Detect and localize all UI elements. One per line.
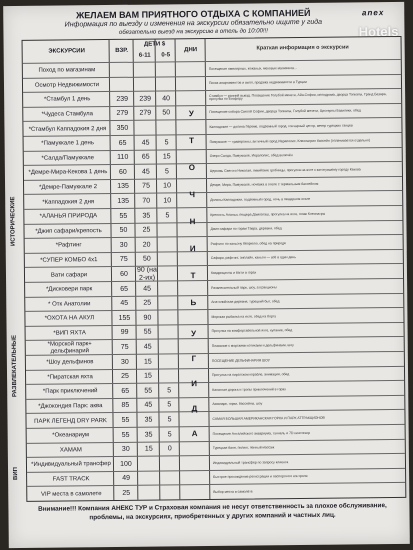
adult-price: 65 bbox=[120, 285, 129, 293]
excursion-name: *Демре-Мира-Кекова 1 день bbox=[28, 169, 108, 177]
vertical-letter: А bbox=[191, 429, 198, 439]
child-6-11-price bbox=[135, 63, 155, 78]
child-6-11-price: 75 bbox=[142, 183, 150, 191]
child-0-5-price bbox=[157, 121, 175, 136]
child-6-11-price: 25 bbox=[143, 299, 152, 307]
child-0-5-price: 5 bbox=[165, 212, 170, 220]
excursion-name: *Салда/Памуккале bbox=[41, 154, 95, 162]
excursion-name: *Индивидуальный трансфер bbox=[31, 461, 111, 469]
excursion-info: Выбор места в самолёте bbox=[213, 489, 253, 494]
anex-logo: anex bbox=[361, 8, 385, 18]
excursion-info: Плавание с морскими котиками и дельфинами, шоу bbox=[211, 342, 294, 348]
child-6-11-price: 279 bbox=[139, 109, 152, 118]
child-0-5-price bbox=[159, 237, 177, 252]
adult-price: 135 bbox=[117, 197, 130, 205]
excursion-info: Посещение Анталийского аквариума, туннель и 7D кинотеатр bbox=[212, 430, 311, 436]
adult-price: 55 bbox=[121, 416, 130, 424]
excursion-info: Стамбул — ранний выезд. Посещение Голубой мечети, Айя-Софии, ипподрома, дворца Топкапы, Гранд Базара, прогулка по Босфору bbox=[209, 92, 387, 102]
adult-price: 85 bbox=[121, 402, 130, 410]
child-6-11-price: 45 bbox=[143, 285, 152, 293]
child-6-11-price: 45 bbox=[141, 168, 150, 176]
child-0-5-price bbox=[160, 354, 178, 369]
excursion-info: Рафтинг по каньону Кёпрюлю, обед на природе bbox=[210, 240, 286, 246]
excursion-info: Развлекательный парк, шоу, аттракционы bbox=[211, 284, 277, 290]
col-header-child: ДЕТИ $ bbox=[143, 41, 166, 48]
excursion-info: Индивидуальный трансфер по запросу клиента bbox=[212, 459, 289, 465]
excursion-info: Аквапарк, горки, бассейны, шоу bbox=[212, 401, 263, 407]
adult-price: 239 bbox=[116, 95, 129, 103]
child-6-11-price: 35 bbox=[142, 212, 151, 220]
vertical-letter: Г bbox=[191, 354, 197, 364]
adult-price: 99 bbox=[120, 329, 129, 337]
child-6-11-price: 50 bbox=[142, 256, 151, 264]
excursion-info: Каппадокия — долина Гёреме, подземный город, гончарный центр, вечер турецких танцев bbox=[209, 123, 353, 129]
adult-price: 55 bbox=[121, 431, 130, 439]
adult-price bbox=[111, 63, 133, 78]
vertical-letter: И bbox=[189, 244, 196, 254]
child-6-11-price: 45 bbox=[143, 343, 152, 351]
child-6-11-price: 20 bbox=[142, 241, 151, 249]
adult-price: 30 bbox=[119, 241, 128, 249]
excursion-info: Церковь Святого Николая, ликийские гробницы, прогулка на яхте к затонувшему городу Кекова bbox=[209, 167, 361, 173]
excursion-name: VIP места в самолете bbox=[40, 490, 102, 498]
excursion-name: Вати сафари bbox=[50, 271, 88, 279]
child-0-5-price: 50 bbox=[162, 109, 171, 117]
excursion-name: FAST TRACK bbox=[52, 476, 90, 483]
excursion-name: *Чудеса Стамбула bbox=[41, 111, 94, 118]
excursion-name: *Памуккале 1 день bbox=[41, 140, 94, 147]
child-6-11-price bbox=[135, 77, 155, 92]
excursion-info: Канатная дорога и тропы приключений в горах bbox=[212, 386, 286, 392]
child-6-11-price: 70 bbox=[142, 197, 151, 205]
child-6-11-price: 90 (на 2-их) bbox=[136, 266, 157, 282]
col-header-excursions: ЭКСКУРСИИ bbox=[48, 48, 85, 55]
child-0-5-price: 5 bbox=[167, 387, 172, 395]
child-0-5-price bbox=[160, 340, 178, 355]
child-0-5-price: 10 bbox=[163, 197, 172, 205]
child-0-5-price bbox=[161, 486, 179, 501]
excursion-info: Памуккале — травертины, античный город Иераполис, Клеопатрин бассейн (оплачивается отдельно) bbox=[209, 137, 371, 144]
child-0-5-price: 5 bbox=[164, 168, 169, 176]
adult-price: 30 bbox=[120, 358, 129, 366]
excursion-name: *Морской парк+ дельфинарий bbox=[47, 341, 92, 355]
excursion-info: Быстрое прохождение регистрации и паспортного контроля bbox=[213, 474, 308, 480]
excursion-info: Квадроциклы и багги в горах bbox=[210, 270, 257, 275]
sheet-title: ЖЕЛАЕМ ВАМ ПРИЯТНОГО ОТДЫХА С КОМПАНИЕЙ bbox=[76, 7, 311, 21]
excursion-name: Осмотр Недвижимости bbox=[34, 81, 100, 89]
child-0-5-price bbox=[160, 325, 178, 340]
adult-price: 279 bbox=[116, 110, 129, 118]
adult-price: 155 bbox=[118, 314, 131, 322]
child-6-11-price: 55 bbox=[144, 387, 153, 395]
excursion-info: Анатолийская деревня, турецкий быт, обед bbox=[211, 299, 280, 305]
child-0-5-price bbox=[159, 296, 177, 311]
child-6-11-price: 90 bbox=[143, 314, 152, 322]
adult-price: 75 bbox=[120, 343, 129, 351]
printed-sheet bbox=[3, 2, 410, 548]
excursion-info: Турецкая баня, пилинг, пенный массаж bbox=[212, 445, 275, 451]
excursion-info: САМАЯ БОЛЬШАЯ АМЕРИКАНСКАЯ ГОРКА И ПАРК АТТРАКЦИОНОВ bbox=[212, 415, 325, 421]
excursion-name: *Парк приключений bbox=[42, 388, 98, 396]
vertical-letter: Т bbox=[190, 271, 196, 281]
excursion-name: *Океанариум bbox=[52, 432, 90, 439]
adult-price: 135 bbox=[117, 183, 129, 191]
col-header-info: Краткая информация о экскурсии bbox=[256, 44, 349, 52]
excursion-name: Поход по магазинам bbox=[38, 67, 96, 74]
excursion-name: *Стамбул Каппадокия 2 дня bbox=[28, 125, 107, 133]
vertical-letter: Ь bbox=[190, 298, 197, 308]
adult-price: 65 bbox=[121, 387, 130, 395]
col-header-days: ДНИ bbox=[184, 46, 198, 54]
excursion-info: Морская рыбалка на яхте, обед на борту bbox=[211, 313, 277, 319]
excursion-name: *СУПЕР КОМБО 4x1 bbox=[40, 257, 98, 264]
child-6-11-price bbox=[139, 471, 159, 486]
child-6-11-price: 55 bbox=[143, 329, 152, 337]
child-0-5-price: 5 bbox=[167, 401, 172, 409]
adult-price: 350 bbox=[116, 124, 129, 132]
excursion-name: *Шоу дельфинов bbox=[46, 359, 94, 366]
excursion-name: *Джокондия Парк: аква bbox=[38, 403, 103, 410]
child-0-5-price bbox=[157, 77, 175, 92]
excursion-name: *Пиратская яхта bbox=[47, 373, 93, 381]
excursion-info: Показ апартаментов и вилл, продажа недвижимости в Турции bbox=[208, 80, 307, 86]
child-6-11-price bbox=[139, 486, 159, 501]
child-6-11-price: 15 bbox=[144, 372, 152, 380]
excursion-name: *Дисковери парк bbox=[46, 286, 93, 293]
sheet-note: обязательно выезд на экскурсию в отель до 10:00!!! bbox=[118, 28, 268, 36]
adult-price: 25 bbox=[121, 373, 129, 381]
child-0-5-price bbox=[158, 223, 176, 238]
sheet-subtitle: Информация по выезду и изменения на экскурсии обязательно ищите у гида bbox=[64, 18, 323, 29]
side-label-entertainment: РАЗВЛЕКАТЕЛЬНЫЕ bbox=[11, 334, 19, 398]
child-6-11-price: 45 bbox=[144, 401, 153, 410]
table-row bbox=[27, 482, 405, 502]
adult-price: 65 bbox=[118, 139, 127, 147]
child-6-11-price: 15 bbox=[144, 445, 153, 453]
excursion-name: *Джип сафари/крепость bbox=[35, 227, 102, 235]
hotels-watermark: Hotels bbox=[358, 23, 399, 40]
child-0-5-price bbox=[161, 456, 179, 471]
child-0-5-price bbox=[161, 471, 179, 486]
child-6-11-price: 25 bbox=[142, 226, 151, 234]
child-0-5-price bbox=[159, 310, 177, 325]
adult-price: 60 bbox=[118, 168, 127, 176]
child-0-5-price bbox=[159, 252, 177, 267]
adult-price: 45 bbox=[120, 300, 129, 308]
child-0-5-price bbox=[159, 281, 177, 296]
excursion-info: Озеро Салда, Памуккале, Иераполис, обед включён bbox=[209, 153, 293, 159]
child-6-11-price: 65 bbox=[141, 153, 150, 161]
adult-price: 30 bbox=[121, 446, 130, 454]
child-6-11-price: 15 bbox=[143, 358, 152, 366]
excursion-info: Прогулка на комфортабельной яхте, купание, обед bbox=[211, 328, 293, 334]
child-6-11-price bbox=[139, 457, 159, 472]
vertical-letter: У bbox=[188, 109, 194, 119]
excursion-info: Долины Каппадокии, подземный город, ночь в пещерном отеле bbox=[210, 196, 311, 202]
child-0-5-price: 5 bbox=[167, 416, 172, 424]
excursions-table bbox=[10, 36, 407, 502]
child-0-5-price bbox=[157, 62, 175, 77]
adult-price: 75 bbox=[119, 256, 128, 264]
child-6-11-price: 239 bbox=[139, 95, 152, 103]
col-header-child-6-11: 6-11 bbox=[138, 52, 151, 60]
vertical-letter: О bbox=[188, 163, 196, 173]
child-0-5-price: 0 bbox=[167, 445, 172, 453]
side-label-vip: ВИП bbox=[13, 466, 20, 481]
adult-price: 100 bbox=[120, 460, 132, 468]
child-0-5-price: 15 bbox=[162, 153, 171, 161]
excursion-info: Крепость Аланьи, пещера Дамлаташ, прогулка на яхте, пляж Клеопатры bbox=[210, 211, 326, 217]
vertical-letter: И bbox=[191, 379, 198, 389]
child-0-5-price: 5 bbox=[164, 139, 169, 147]
excursion-name: * Отк Анатолии bbox=[48, 300, 91, 308]
child-0-5-price: 40 bbox=[162, 95, 171, 103]
excursion-name: ХАМАМ bbox=[59, 447, 82, 454]
excursion-name: *Рафтинг bbox=[55, 242, 82, 249]
vertical-letter: У bbox=[191, 329, 197, 339]
excursion-info: Посещение ювелирных, кожаных, меховых магазинов... bbox=[208, 65, 297, 71]
vertical-letter: Т bbox=[189, 136, 195, 146]
child-0-5-price bbox=[160, 369, 178, 384]
child-0-5-price bbox=[159, 267, 177, 282]
child-6-11-price: 45 bbox=[141, 139, 150, 147]
guide-vertical bbox=[180, 329, 209, 438]
child-0-5-price: 5 bbox=[167, 430, 172, 439]
child-0-5-price: 10 bbox=[163, 182, 171, 190]
adult-price: 49 bbox=[122, 475, 131, 483]
adult-price: 55 bbox=[119, 212, 128, 220]
excursion-info: ПОСЕЩЕНИЕ ДЕЛЬФИНАРИЯ ШОУ bbox=[211, 357, 270, 363]
footer-warning: Внимание!!! Компания АНЕКС ТУР и Страховая компания не несут ответственность за плохое обслуживание, проблемы, на экскурсиях, приобретенных у других компаний и частных лиц. bbox=[38, 502, 387, 521]
vertical-letter: Д bbox=[191, 404, 198, 414]
excursion-info: Посещение собора Святой Софии, дворца Топкапы, Голубой мечети, Цистерны Базилики, обед bbox=[209, 108, 361, 115]
clarify-with-guide-vertical bbox=[177, 109, 207, 307]
adult-price: 25 bbox=[122, 489, 131, 497]
side-label-historic: ИСТОРИЧЕСКИЕ bbox=[10, 196, 17, 246]
excursion-name: ПАРК ЛЕГЕНД DRY PARK bbox=[34, 417, 107, 425]
vertical-letter: Ч bbox=[189, 190, 196, 200]
excursion-name: *АЛАНЬЯ ПРИРОДА bbox=[39, 213, 98, 220]
child-6-11-price: 35 bbox=[144, 416, 153, 424]
excursion-name: *ОХОТА НА АКУЛ bbox=[44, 315, 95, 323]
child-6-11-price: 35 bbox=[144, 431, 153, 439]
adult-price: 60 bbox=[120, 270, 128, 278]
col-header-child-0-5: 0-5 bbox=[161, 52, 171, 59]
child-6-11-price bbox=[135, 121, 155, 136]
excursion-info: Сафари, рафтинг, зиплайн, каньон — всё в один день bbox=[210, 255, 297, 261]
excursion-info: Джип-сафари по горам Тавра, деревня, обед bbox=[210, 226, 282, 232]
excursion-name: *ВИП ЯХТА bbox=[53, 330, 86, 337]
col-header-adult: ВЗР. bbox=[115, 47, 129, 54]
excursion-name: *Каппадокия 2 дня bbox=[42, 198, 95, 206]
adult-price: 50 bbox=[119, 227, 128, 235]
excursion-info: Демре, Мира, Памуккале, ночёвка в отеле с термальным бассейном bbox=[210, 182, 319, 188]
excursion-name: *Демре-Памуккале 2 bbox=[39, 184, 98, 191]
excursion-name: *Стамбул 1 день bbox=[43, 96, 91, 104]
adult-price bbox=[111, 77, 133, 92]
vertical-letter: Н bbox=[189, 217, 196, 227]
adult-price: 110 bbox=[117, 154, 129, 162]
excursion-info: Прогулка на пиратском корабле, анимация, обед bbox=[212, 372, 290, 378]
